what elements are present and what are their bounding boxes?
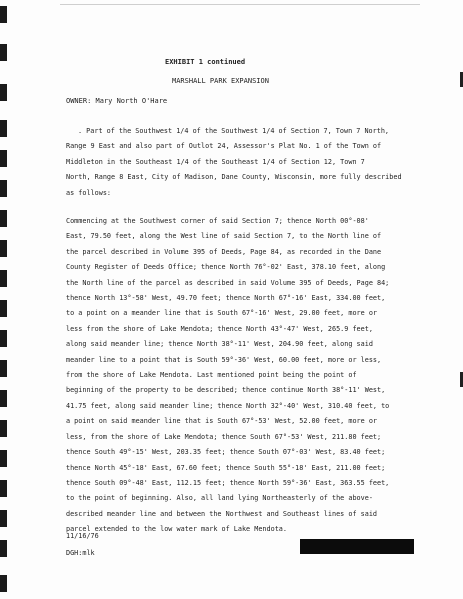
- typist-initials: DGH:mlk: [66, 549, 95, 557]
- text-line: described meander line and between the Northwest and Southeast lines of said: [66, 509, 377, 518]
- redaction-bar: [300, 539, 414, 554]
- text-line: from the shore of Lake Mendota. Last mentioned point being the point of: [66, 371, 357, 380]
- text-line: North, Range 8 East, City of Madison, Dane County, Wisconsin, more fully described: [66, 173, 402, 182]
- text-line: East, 79.50 feet, along the West line of said Section 7, to the North line of: [66, 232, 382, 241]
- text-line: beginning of the property to be described; thence continue North 38°-11' West,: [66, 386, 386, 395]
- text-line: parcel extended to the low water mark of Lake Mendota.: [66, 525, 287, 534]
- legal-description-intro: [66, 124, 426, 201]
- binding-mark: [0, 240, 7, 257]
- binding-mark: [0, 210, 7, 227]
- text-line: 41.75 feet, along said meander line; thence North 32°-40' West, 310.40 feet, to: [66, 401, 390, 410]
- text-line: Middleton in the Southeast 1/4 of the Southeast 1/4 of Section 12, Town 7: [66, 157, 365, 166]
- text-line: thence South 09°-48' East, 112.15 feet; thence North 59°-36' East, 363.55 feet,: [66, 478, 390, 487]
- binding-mark: [0, 450, 7, 467]
- text-line: to the point of beginning. Also, all land lying Northeasterly of the above-: [66, 494, 373, 503]
- metes-and-bounds-description: [66, 214, 426, 538]
- document-date: 11/16/76: [66, 532, 99, 540]
- text-line: thence North 45°-18' East, 67.60 feet; thence South 55°-18' East, 211.00 feet;: [66, 463, 386, 472]
- text-line: as follows:: [66, 188, 112, 197]
- text-line: County Register of Deeds Office; thence North 76°-02' East, 378.10 feet, along: [66, 263, 386, 272]
- text-line: Commencing at the Southwest corner of said Section 7; thence North 00°-08': [66, 217, 369, 225]
- binding-mark: [0, 150, 7, 167]
- text-line: . Part of the Southwest 1/4 of the Southwest 1/4 of Section 7, Town 7 North,: [78, 127, 389, 135]
- text-line: a point on said meander line that is South 67°-53' West, 52.00 feet, more or: [66, 417, 377, 426]
- binding-mark: [0, 44, 7, 61]
- exhibit-title: EXHIBIT 1 continued: [165, 58, 246, 66]
- top-scan-line: [60, 4, 420, 5]
- binding-mark: [0, 84, 7, 101]
- text-line: less from the shore of Lake Mendota; thence North 43°-47' West, 265.9 feet,: [66, 324, 373, 333]
- binding-mark: [0, 480, 7, 497]
- text-line: Range 9 East and also part of Outlot 24, Assessor's Plat No. 1 of the Town of: [66, 142, 382, 151]
- binding-mark: [0, 6, 7, 23]
- binding-mark: [0, 510, 7, 527]
- document-subtitle: MARSHALL PARK EXPANSION: [172, 77, 269, 85]
- text-line: thence South 49°-15' West, 203.35 feet; thence South 07°-03' West, 83.40 feet;: [66, 448, 386, 457]
- text-line: to a point on a meander line that is South 67°-16' West, 29.00 feet, more or: [66, 309, 377, 318]
- binding-mark: [0, 300, 7, 317]
- text-line: meander line to a point that is South 59°-36' West, 60.00 feet, more or less,: [66, 355, 382, 364]
- text-line: along said meander line; thence North 38°-11' West, 204.90 feet, along said: [66, 340, 373, 349]
- owner-line: OWNER: Mary North O'Hare: [66, 97, 168, 105]
- binding-mark: [0, 180, 7, 197]
- binding-mark: [0, 390, 7, 407]
- binding-mark: [0, 120, 7, 137]
- binding-mark: [0, 575, 7, 592]
- text-line: thence North 13°-58' West, 49.70 feet; thence North 67°-16' East, 334.00 feet,: [66, 294, 386, 303]
- binding-mark: [0, 540, 7, 557]
- binding-mark: [0, 420, 7, 437]
- binding-mark: [0, 270, 7, 287]
- text-line: the North line of the parcel as described in said Volume 395 of Deeds, Page 84;: [66, 278, 390, 287]
- binding-mark: [0, 330, 7, 347]
- text-line: the parcel described in Volume 395 of Deeds, Page 84, as recorded in the Dane: [66, 247, 382, 256]
- binding-mark: [0, 360, 7, 377]
- text-line: less, from the shore of Lake Mendota; thence South 67°-53' West, 211.80 feet;: [66, 432, 382, 441]
